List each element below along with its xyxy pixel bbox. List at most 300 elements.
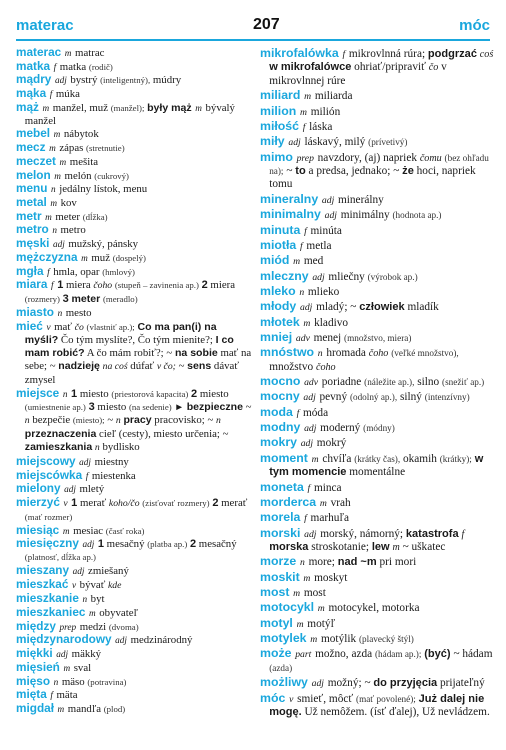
gloss: more; (308, 556, 335, 569)
dictionary-entry (16, 525, 252, 538)
gloss: menej (313, 331, 342, 344)
note: (výrobok ap.) (367, 271, 418, 282)
headword: mebel (16, 127, 51, 141)
dictionary-entry (260, 617, 496, 631)
headword: mnóstwo (260, 345, 315, 360)
italic-note: koho/čo (108, 497, 140, 509)
gloss: zápas (59, 142, 84, 155)
note: (krátky čas), (354, 453, 401, 464)
gloss: mať (54, 320, 72, 333)
part-of-speech: n (317, 348, 323, 360)
headword: mieszkanie (16, 592, 79, 606)
headword: miara (16, 278, 48, 292)
dictionary-entry (16, 211, 252, 224)
dictionary-entry (260, 452, 496, 480)
gloss: silný (399, 391, 422, 404)
gloss: merať (221, 496, 248, 509)
note: (množstvo, miera) (344, 332, 412, 343)
part-of-speech: n (52, 225, 57, 236)
note: (módny) (363, 423, 395, 434)
note: (náležite ap.), (364, 377, 415, 388)
headword: motocykl (260, 600, 315, 615)
italic-note: m (392, 542, 400, 553)
dictionary-entry (260, 421, 496, 435)
dictionary-entry (16, 593, 252, 606)
italic-note: čoho (93, 280, 113, 292)
gloss: hromada (326, 347, 366, 360)
gloss: Čo tým myslíte?, Čo tým mienite?; (60, 334, 213, 347)
headword: mielony (16, 482, 61, 496)
dictionary-entry (16, 102, 252, 128)
dictionary-entry (16, 565, 252, 578)
dictionary-entry (260, 390, 496, 404)
part-of-speech: n (57, 307, 63, 318)
gloss: mladík (407, 301, 439, 314)
gloss: obyvateľ (99, 606, 138, 619)
headword: miliard (260, 88, 301, 103)
part-of-speech: f (296, 407, 300, 419)
note: (zisťovať rozmery) (142, 497, 210, 508)
note: (plod) (103, 704, 126, 714)
gloss: ~ (222, 428, 229, 441)
phrase: (być) (424, 648, 451, 661)
headword: mięso (16, 674, 51, 688)
part-of-speech: m (89, 607, 96, 618)
headword: mężczyzna (16, 250, 78, 264)
gloss: možno, azda (315, 648, 373, 661)
dictionary-entry (260, 527, 496, 555)
note: (časť roka) (105, 525, 145, 536)
dictionary-entry (260, 601, 496, 615)
phrase: na sobie (174, 347, 218, 360)
gloss: miera (66, 279, 91, 292)
headword: miejsce (16, 386, 60, 400)
part-of-speech: f (53, 61, 57, 72)
headword: mądry (16, 73, 52, 87)
gloss: miestny (94, 455, 129, 468)
part-of-speech: m (63, 662, 71, 673)
part-of-speech: adj (311, 678, 324, 690)
dictionary-entry (260, 481, 496, 495)
headword: miotła (260, 237, 297, 252)
part-of-speech: m (50, 198, 58, 209)
gloss: minimálny (340, 209, 390, 222)
dictionary-entry (260, 436, 496, 450)
dictionary-entry (16, 224, 252, 237)
dictionary-entry (16, 634, 252, 647)
gloss: moderný (320, 422, 361, 435)
dictionary-entry (16, 142, 252, 155)
phrase: nad ~m (337, 556, 377, 569)
note: (plavecký štýl) (358, 634, 414, 645)
headword: most (260, 585, 290, 600)
part-of-speech: f (300, 240, 303, 252)
gloss: mliečny (328, 270, 365, 283)
headword: mieć (16, 319, 43, 333)
dictionary-entry (260, 647, 496, 675)
dictionary-entry (260, 555, 496, 569)
gloss: mikrovlnná rúra; (348, 48, 426, 60)
part-of-speech: m (57, 704, 65, 714)
gloss: byt (90, 593, 105, 606)
gloss: hmla, opar (53, 265, 100, 278)
headword: młotek (260, 314, 300, 329)
note: (inteligentný), (100, 75, 151, 86)
headword: meczet (16, 154, 56, 168)
sense-number: 3 (62, 293, 69, 306)
phrase: że (402, 165, 414, 178)
gloss: láskavý, milý (304, 136, 366, 149)
part-of-speech: n (299, 286, 305, 298)
dictionary-entry (260, 224, 496, 238)
gloss: miera (210, 279, 236, 292)
arrow-icon: ► (174, 401, 184, 413)
part-of-speech: n (53, 676, 59, 687)
note: (dvoma) (108, 621, 139, 632)
headword: milion (260, 103, 297, 118)
note: (azda) (269, 662, 293, 673)
gloss: miesto (79, 387, 109, 400)
gloss: minca (313, 481, 342, 494)
italic-note: n (216, 415, 221, 427)
part-of-speech: m (54, 170, 61, 181)
gloss: ~ (245, 400, 252, 413)
headword: minimalny (260, 207, 321, 222)
dictionary-entry (16, 579, 252, 593)
dictionary-entry (260, 120, 496, 134)
gloss: okamih (402, 452, 437, 465)
part-of-speech: m (310, 634, 318, 646)
gloss: manžel, muž (52, 101, 108, 114)
part-of-speech: n (51, 184, 56, 195)
gloss: mať na sebe; (24, 347, 252, 373)
dictionary-entry (16, 456, 252, 469)
dictionary-entry (16, 388, 252, 455)
dictionary-entry (16, 483, 252, 496)
note: (mať rozmer) (24, 511, 73, 522)
part-of-speech: m (296, 618, 304, 630)
gloss: ~ (364, 677, 371, 690)
gloss: mäkký (71, 648, 102, 661)
gloss: cieľ (cesty), miesto určenia; (99, 428, 220, 441)
gloss: mešita (69, 155, 99, 168)
italic-note: v čo; (156, 361, 176, 373)
gloss: pevný (319, 391, 348, 404)
headword: mniej (260, 329, 293, 344)
dictionary-entry (16, 74, 252, 87)
dictionary-entry (260, 331, 496, 345)
part-of-speech: adj (300, 302, 313, 314)
headword: mierzyć (16, 495, 60, 509)
headword: mgła (16, 264, 44, 278)
headword: mimo (260, 149, 293, 164)
dictionary-entry (16, 689, 252, 702)
headword: metro (16, 223, 49, 237)
note: (prívetivý) (368, 137, 408, 148)
headword: młody (260, 299, 297, 314)
dictionary-entry (16, 156, 252, 169)
headword: miejscówka (16, 468, 83, 482)
gloss: pracovisko; (154, 414, 205, 427)
dictionary-entry (16, 662, 252, 675)
phrase: bezpieczne (186, 400, 243, 413)
headword: męski (16, 237, 50, 251)
dictionary-entry (16, 621, 252, 634)
gloss: metro (60, 224, 86, 237)
italic-note: n (94, 442, 100, 454)
note: (miesto); (72, 415, 105, 426)
sense-number: 1 (71, 387, 78, 400)
gloss: chvíľa (322, 452, 352, 465)
phrase: do przyjęcia (373, 677, 438, 690)
phrase: przeznaczenia (24, 428, 97, 441)
dictionary-entry (16, 307, 252, 320)
gloss: most (303, 587, 326, 600)
gloss: a predsa, jednako; (308, 165, 391, 178)
headword: miesiąc (16, 523, 60, 537)
part-of-speech: adj (304, 528, 317, 540)
italic-note: n (115, 415, 121, 427)
part-of-speech: v (71, 579, 77, 590)
dictionary-entry (16, 128, 252, 141)
part-of-speech: f (307, 482, 311, 494)
gloss: dúfať (130, 360, 155, 373)
headword: między (16, 619, 56, 633)
gloss: ~ (207, 414, 214, 427)
gloss: matrac (75, 47, 105, 59)
headword: motylek (260, 631, 307, 646)
gloss: bývať (79, 578, 106, 591)
gloss: miesto (97, 400, 127, 413)
headword: moskit (260, 569, 300, 584)
headword: mieszkać (16, 577, 69, 591)
part-of-speech: m (81, 252, 88, 263)
part-of-speech: adj (72, 565, 85, 576)
dictionary-entry (260, 285, 496, 299)
headword: miękki (16, 647, 53, 661)
headword: mąż (16, 100, 39, 114)
gloss: mladý; (316, 301, 348, 314)
headword: motyl (260, 615, 293, 630)
headword: moment (260, 450, 308, 465)
sense-number: 2 (201, 279, 208, 292)
part-of-speech: adj (324, 210, 337, 222)
gloss: mesačný (198, 538, 237, 551)
headword: metal (16, 196, 47, 210)
phrase: lew (371, 541, 390, 553)
italic-note: čo (428, 62, 439, 74)
headword: matka (16, 59, 51, 73)
note: (intenzívny) (424, 392, 470, 403)
sense-number: 1 (71, 496, 78, 509)
dictionary-entry (16, 197, 252, 210)
italic-note: f (461, 528, 465, 540)
part-of-speech: adv (304, 377, 319, 389)
part-of-speech: prep (296, 152, 314, 164)
gloss: matka (59, 60, 87, 73)
part-of-speech: m (304, 91, 312, 103)
dictionary-entry (16, 703, 252, 716)
gloss: mesto (65, 306, 92, 319)
dictionary-entry (16, 676, 252, 689)
headword: mięta (16, 688, 47, 702)
dictionary-entry (260, 346, 496, 374)
gloss: smieť, môcť (297, 692, 354, 705)
part-of-speech: part (295, 649, 312, 661)
headword: miesięczny (16, 537, 79, 551)
gloss: pri mori (379, 556, 417, 569)
dictionary-entry (16, 252, 252, 265)
phrase: morska (269, 541, 309, 553)
dictionary-entry (260, 586, 496, 600)
part-of-speech: adj (82, 539, 95, 550)
note: (rozmery) (24, 294, 60, 305)
part-of-speech: f (304, 513, 307, 525)
gloss: mesačný (106, 538, 145, 551)
gloss: bývalý manžel (24, 101, 235, 127)
part-of-speech: m (311, 453, 319, 465)
note: (veľké množstvo), (391, 348, 459, 359)
gloss: mlieko (307, 285, 340, 298)
dictionary-entry (260, 151, 496, 192)
headword: mleko (260, 283, 296, 298)
part-of-speech: m (300, 106, 307, 118)
gloss: motýľ (307, 617, 336, 630)
note: (na sedenie) (128, 401, 172, 412)
header-rule (16, 39, 490, 41)
note: (snežiť ap.) (442, 377, 485, 388)
dictionary-entry (260, 316, 496, 330)
phrase: pracy (123, 414, 152, 427)
italic-note: čomu (419, 152, 442, 164)
headword: morela (260, 510, 301, 525)
part-of-speech: f (49, 89, 53, 100)
phrase: Co ma pan(i) na myśli? (24, 320, 217, 347)
page-header (16, 14, 490, 36)
part-of-speech: m (62, 525, 70, 536)
gloss: marhuľa (310, 512, 350, 525)
note: (stretnutie) (86, 143, 125, 154)
note: (krátky); (439, 453, 472, 464)
gloss: ~ (166, 347, 173, 360)
part-of-speech: m (45, 211, 52, 222)
gloss: merať (79, 496, 107, 509)
gloss: nábytok (63, 128, 99, 141)
right-column (260, 47, 496, 720)
note: (dospelý) (112, 252, 146, 263)
dictionary-entry (260, 105, 496, 119)
headword: możliwy (260, 675, 308, 690)
gloss: ~ hádam (453, 648, 493, 661)
gloss: silno (417, 376, 440, 389)
part-of-speech: adj (56, 649, 69, 660)
headword: miejscowy (16, 454, 76, 468)
dictionary-entry (260, 571, 496, 585)
headword: materac (16, 46, 62, 59)
sense-number: 2 (189, 538, 197, 551)
headword: mecz (16, 141, 46, 155)
part-of-speech: f (47, 266, 50, 277)
italic-note: coś (479, 49, 494, 60)
gloss: minúta (310, 224, 342, 237)
part-of-speech: m (303, 572, 311, 584)
part-of-speech: adv (295, 332, 310, 344)
part-of-speech: m (195, 102, 202, 113)
dictionary-entry (260, 89, 496, 103)
part-of-speech: f (304, 225, 307, 237)
part-of-speech: f (51, 280, 54, 291)
italic-note: n (24, 415, 30, 427)
headword: morze (260, 554, 297, 569)
dictionary-entry (260, 692, 496, 720)
gloss: v mikrovlnnej rúre (269, 61, 447, 87)
headword: mocny (260, 389, 300, 404)
part-of-speech: m (49, 143, 56, 154)
gloss: morský, námorný; (320, 527, 404, 540)
gloss: milión (310, 105, 341, 118)
dictionary-entry (260, 406, 496, 420)
part-of-speech: adj (304, 423, 317, 435)
gloss: vrah (330, 496, 351, 509)
part-of-speech: prep (59, 621, 77, 632)
headword: menu (16, 182, 48, 196)
gloss: mokrý (316, 437, 347, 450)
gloss: múdry (152, 74, 182, 87)
gloss: motocykel, motorka (328, 602, 420, 615)
gloss: mletý (79, 483, 105, 496)
gloss: zmiešaný (88, 564, 129, 577)
gloss: múka (55, 88, 80, 101)
gloss: sval (73, 661, 92, 674)
headword: metr (16, 209, 42, 223)
part-of-speech: m (303, 317, 311, 329)
note: (hodnota ap.) (392, 210, 442, 221)
phrase: to (295, 165, 306, 178)
phrase: zamieszkania (24, 441, 93, 454)
gloss: meter (55, 210, 80, 223)
sense-number: 2 (212, 496, 219, 509)
note: (cukrový) (94, 170, 129, 181)
gloss: medzi (79, 620, 107, 633)
gloss: moskyt (314, 571, 348, 584)
gloss: metla (306, 239, 332, 252)
note: (hmlový) (102, 266, 135, 277)
part-of-speech: n (82, 594, 88, 605)
headword: modny (260, 420, 301, 435)
headword: mieszany (16, 563, 70, 577)
dictionary-entry (260, 270, 496, 284)
gloss: mandľa (67, 703, 102, 715)
gloss: medzinárodný (130, 634, 193, 647)
dictionary-entry (16, 279, 252, 306)
dictionary-entry (260, 135, 496, 149)
headword: moneta (260, 479, 304, 494)
italic-note: čo (74, 321, 84, 333)
gloss: ~ (49, 360, 56, 373)
gloss: prijateľný (439, 677, 485, 690)
dictionary-entry (16, 47, 252, 60)
note: (hádam ap.); (374, 649, 422, 660)
part-of-speech: f (302, 121, 306, 133)
part-of-speech: m (317, 603, 325, 615)
left-guide-word: materac (16, 16, 74, 34)
sense-number: 1 (57, 279, 64, 292)
headword: mineralny (260, 191, 319, 206)
note: (platba ap.) (147, 539, 188, 550)
headword: minuta (260, 222, 301, 237)
dictionary-entry (16, 170, 252, 183)
part-of-speech: adj (303, 392, 316, 404)
